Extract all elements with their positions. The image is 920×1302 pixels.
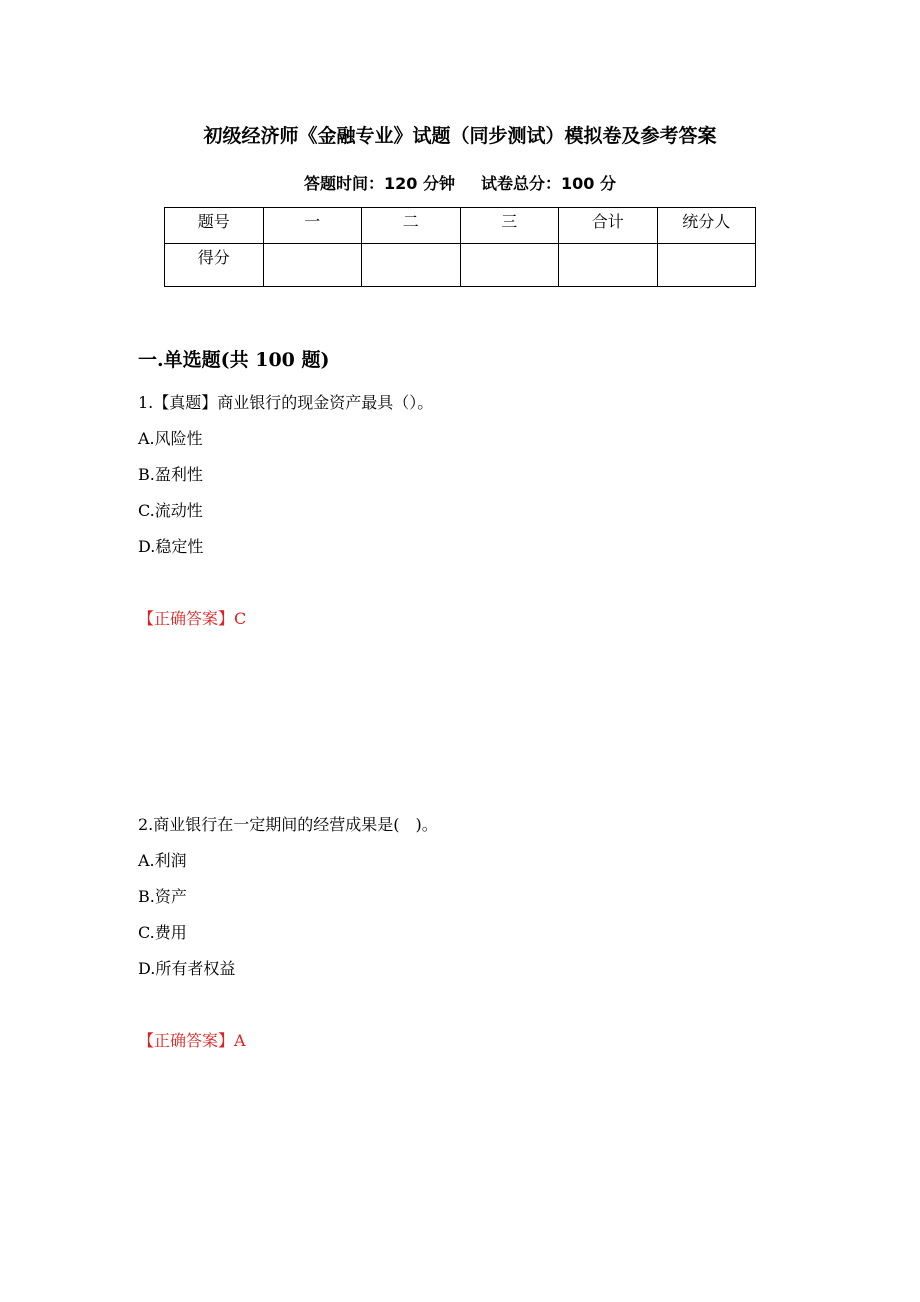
score-header-cell: 合计	[559, 208, 658, 244]
exam-total-score: 试卷总分：100 分	[481, 174, 616, 193]
score-cell-empty	[263, 244, 362, 287]
correct-answer: 【正确答案】C	[138, 609, 247, 628]
question-stem: 1.【真题】商业银行的现金资产最具（）。	[138, 393, 434, 412]
score-cell-empty	[460, 244, 559, 287]
score-header-cell: 题号	[165, 208, 264, 244]
score-header-cell: 一	[263, 208, 362, 244]
score-cell-empty	[362, 244, 461, 287]
section-title: 一.单选题(共 100 题)	[138, 349, 330, 371]
question-option: D.所有者权益	[138, 959, 236, 978]
document-title: 初级经济师《金融专业》试题（同步测试）模拟卷及参考答案	[203, 125, 717, 147]
score-header-cell: 三	[460, 208, 559, 244]
score-header-cell: 统分人	[657, 208, 756, 244]
question-stem: 2.商业银行在一定期间的经营成果是( )。	[138, 815, 438, 834]
score-table-header-row	[165, 208, 756, 244]
exam-time: 答题时间：120 分钟	[304, 174, 455, 193]
exam-meta	[0, 172, 920, 196]
score-cell-empty	[559, 244, 658, 287]
question-option: B.盈利性	[138, 465, 203, 484]
question-option: C.流动性	[138, 501, 203, 520]
score-cell-empty	[657, 244, 756, 287]
score-table	[164, 207, 756, 287]
question-option: C.费用	[138, 923, 187, 942]
score-table-score-row	[165, 244, 756, 287]
score-header-cell: 二	[362, 208, 461, 244]
question-option: B.资产	[138, 887, 187, 906]
correct-answer: 【正确答案】A	[138, 1031, 246, 1050]
question-option: D.稳定性	[138, 537, 204, 556]
score-row-label: 得分	[165, 244, 264, 287]
question-option: A.风险性	[138, 429, 203, 448]
question-option: A.利润	[138, 851, 187, 870]
